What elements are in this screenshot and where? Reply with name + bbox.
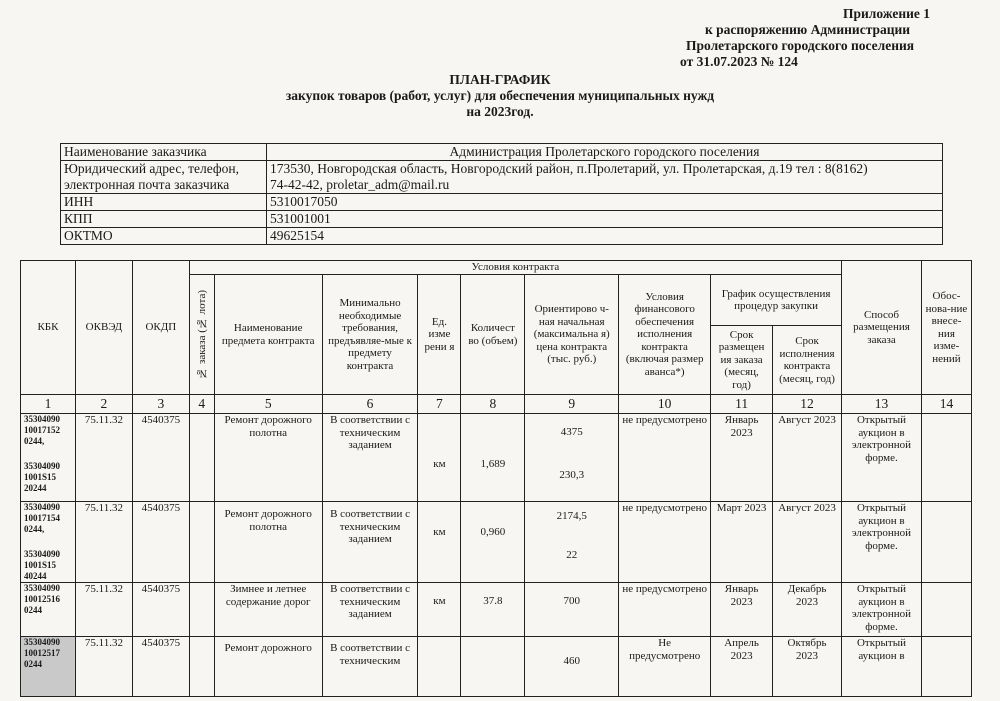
kbk-a: 35304090 10017154 0244, <box>24 502 60 534</box>
kbk-b: 35304090 1001S15 40244 <box>24 549 60 581</box>
header-placement-term: Срок размещен ия заказа (месяц, год) <box>711 326 773 395</box>
customer-address-value <box>267 161 943 194</box>
col-number: 5 <box>214 395 322 414</box>
kbk-b: 35304090 1001S15 20244 <box>24 461 60 493</box>
okdp-cell: 4540375 <box>132 414 189 502</box>
header-qty: Количест во (объем) <box>461 275 525 395</box>
header-conditions: Условия контракта <box>189 261 841 275</box>
placement-cell: Январь 2023 <box>711 583 773 637</box>
inn-value: 5310017050 <box>267 194 943 211</box>
table-row <box>21 583 972 637</box>
address-value-line-1: 173530, Новгородская область, Новгородский район, п.Пролетарий, ул. Пролетарская, д.19 тел : 8(8162) <box>270 161 868 176</box>
kbk-cell <box>21 502 76 583</box>
title-line-2: закупок товаров (работ, услуг) для обеспечения муниципальных нужд <box>285 88 715 103</box>
placement-cell: Апрель 2023 <box>711 637 773 697</box>
address-label-line-1: Юридический адрес, телефон, <box>64 161 239 176</box>
customer-address-label <box>61 161 267 194</box>
table-row <box>21 502 972 583</box>
qty-cell <box>461 637 525 697</box>
document-title <box>260 72 740 120</box>
exec-cell: Август 2023 <box>773 414 842 502</box>
qty-cell: 1,689 <box>461 414 525 502</box>
placement-cell: Март 2023 <box>711 502 773 583</box>
col-number: 3 <box>132 395 189 414</box>
col-number: 14 <box>921 395 971 414</box>
col-number: 12 <box>773 395 842 414</box>
lot-cell <box>189 502 214 583</box>
name-cell: Зимнее и летнее содержание дорог <box>214 583 322 637</box>
unit-cell: км <box>418 502 461 583</box>
okdp-cell: 4540375 <box>132 637 189 697</box>
kbk-cell: 35304090 10012516 0244 <box>21 583 76 637</box>
table-row <box>21 414 972 502</box>
appendix-line-1: Приложение 1 <box>843 6 931 21</box>
finance-cell: не предусмотрено <box>619 502 711 583</box>
price-b: 230,3 <box>559 468 585 481</box>
info-row-inn <box>61 194 943 211</box>
header-finance: Условия финансового обеспечения исполнения контракта (включая размер аванса*) <box>619 275 711 395</box>
col-number: 11 <box>711 395 773 414</box>
okved-cell: 75.11.32 <box>75 637 132 697</box>
method-cell: Открытый аукцион в электронной форме. <box>842 414 922 502</box>
okved-cell: 75.11.32 <box>75 502 132 583</box>
col-number: 9 <box>525 395 619 414</box>
exec-cell: Октябрь 2023 <box>773 637 842 697</box>
price-b: 22 <box>566 548 578 561</box>
oktmo-value: 49625154 <box>267 228 943 245</box>
finance-cell: не предусмотрено <box>619 583 711 637</box>
col-number: 2 <box>75 395 132 414</box>
procurement-table <box>20 260 972 697</box>
header-grounds: Обос-нова-ние внесе-ния изме-нений <box>921 261 971 395</box>
title-line-3: на 2023год. <box>466 104 534 119</box>
price-cell: 700 <box>525 583 619 637</box>
header-lot-text: № заказа (№ лота) <box>195 290 208 379</box>
info-row-address <box>61 161 943 194</box>
lot-cell <box>189 414 214 502</box>
lot-cell <box>189 637 214 697</box>
address-label-line-2: электронная почта заказчика <box>64 177 230 192</box>
grounds-cell <box>921 637 971 697</box>
kbk-a: 35304090 10017152 0244, <box>24 414 60 446</box>
method-cell: Открытый аукцион в <box>842 637 922 697</box>
header-schedule: График осуществления процедур закупки <box>711 275 842 326</box>
appendix-line-3: Пролетарского городского поселения <box>686 38 915 53</box>
appendix-line-2: к распоряжению Администрации <box>705 22 911 37</box>
col-number: 4 <box>189 395 214 414</box>
finance-cell: не предусмотрено <box>619 414 711 502</box>
info-row-name <box>61 144 943 161</box>
unit-cell: км <box>418 583 461 637</box>
grounds-cell <box>921 414 971 502</box>
unit-cell <box>418 637 461 697</box>
finance-cell: Не предусмотрено <box>619 637 711 697</box>
name-cell: Ремонт дорожного полотна <box>214 414 322 502</box>
req-cell: В соответствии с техническим заданием <box>322 502 418 583</box>
title-line-1: ПЛАН-ГРАФИК <box>449 72 551 87</box>
address-value-line-2: 74-42-42, proletar_adm@mail.ru <box>270 177 450 192</box>
header-okdp: ОКДП <box>132 261 189 395</box>
lot-cell <box>189 583 214 637</box>
col-number: 6 <box>322 395 418 414</box>
col-number: 13 <box>842 395 922 414</box>
appendix-line-4: от 31.07.2023 № 124 <box>680 54 798 69</box>
inn-label: ИНН <box>61 194 267 211</box>
price-cell: 460 <box>525 637 619 697</box>
unit-cell: км <box>418 414 461 502</box>
qty-cell: 0,960 <box>461 502 525 583</box>
column-numbers-row <box>21 395 972 414</box>
header-unit: Ед. изме рени я <box>418 275 461 395</box>
name-cell: Ремонт дорожного <box>214 637 322 697</box>
header-exec-term: Срок исполнения контракта (месяц, год) <box>773 326 842 395</box>
req-cell: В соответствии с техническим <box>322 637 418 697</box>
price-cell <box>525 502 619 583</box>
col-number: 7 <box>418 395 461 414</box>
col-number: 8 <box>461 395 525 414</box>
price-cell <box>525 414 619 502</box>
price-a: 4375 <box>560 426 583 438</box>
placement-cell: Январь 2023 <box>711 414 773 502</box>
method-cell: Открытый аукцион в электронной форме. <box>842 583 922 637</box>
kpp-value: 531001001 <box>267 211 943 228</box>
header-kbk: КБК <box>21 261 76 395</box>
kbk-cell <box>21 414 76 502</box>
header-method: Способ размещения заказа <box>842 261 922 395</box>
kpp-label: КПП <box>61 211 267 228</box>
okdp-cell: 4540375 <box>132 502 189 583</box>
okved-cell: 75.11.32 <box>75 583 132 637</box>
req-cell: В соответствии с техническим заданием <box>322 414 418 502</box>
grounds-cell <box>921 502 971 583</box>
name-cell: Ремонт дорожного полотна <box>214 502 322 583</box>
method-cell: Открытый аукцион в электронной форме. <box>842 502 922 583</box>
info-row-kpp <box>61 211 943 228</box>
exec-cell: Декабрь 2023 <box>773 583 842 637</box>
appendix-header <box>680 6 1000 70</box>
col-number: 10 <box>619 395 711 414</box>
price-a: 2174,5 <box>556 510 587 522</box>
header-okved: ОКВЭД <box>75 261 132 395</box>
col-number: 1 <box>21 395 76 414</box>
info-row-oktmo <box>61 228 943 245</box>
okdp-cell: 4540375 <box>132 583 189 637</box>
customer-info-table <box>60 143 943 245</box>
kbk-cell: 35304090 10012517 0244 <box>21 637 76 697</box>
header-name: Наименование предмета контракта <box>214 275 322 395</box>
header-lot <box>189 275 214 395</box>
header-row-1 <box>21 261 972 275</box>
oktmo-label: ОКТМО <box>61 228 267 245</box>
exec-cell: Август 2023 <box>773 502 842 583</box>
header-requirements: Минимально необходимые требования, предъявляе-мые к предмету контракта <box>322 275 418 395</box>
grounds-cell <box>921 583 971 637</box>
table-row <box>21 637 972 697</box>
customer-name-value: Администрация Пролетарского городского поселения <box>267 144 943 161</box>
header-price: Ориентирово ч-ная начальная (максимальна я) цена контракта (тыс. руб.) <box>525 275 619 395</box>
okved-cell: 75.11.32 <box>75 414 132 502</box>
customer-name-label: Наименование заказчика <box>61 144 267 161</box>
qty-cell: 37.8 <box>461 583 525 637</box>
req-cell: В соответствии с техническим заданием <box>322 583 418 637</box>
